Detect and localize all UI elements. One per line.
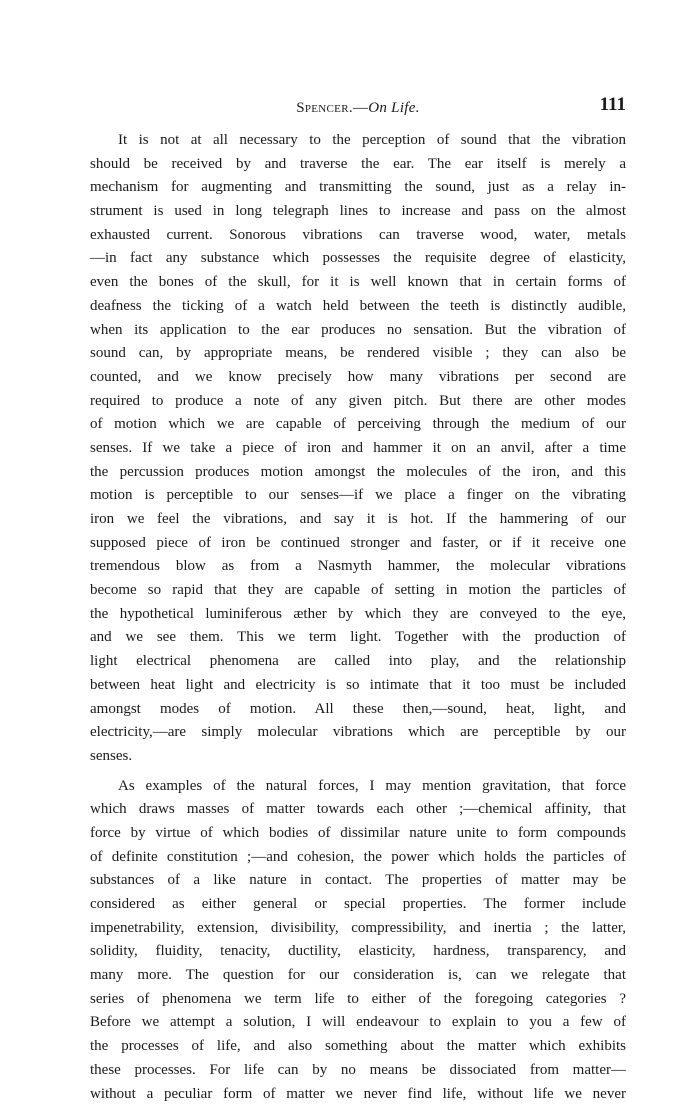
text-line: light electrical phenomena are called into play, and the relationship [90, 650, 626, 674]
text-line: considered as either general or special properties. The former include [90, 893, 626, 917]
text-line: between heat light and electricity is so intimate that it too must be included [90, 674, 626, 698]
text-line: should be received by and traverse the ear. The ear itself is merely a [90, 153, 626, 177]
text-line: mechanism for augmenting and transmitting the sound, just as a relay in- [90, 176, 626, 200]
text-line: the percussion produces motion amongst the molecules of the iron, and this [90, 461, 626, 485]
text-line: the hypothetical luminiferous æther by which they are conveyed to the eye, [90, 603, 626, 627]
text-line: tremendous blow as from a Nasmyth hammer, the molecular vibrations [90, 555, 626, 579]
text-line: supposed piece of iron be continued stronger and faster, or if it receive one [90, 532, 626, 556]
paragraph-1 [90, 129, 626, 769]
text-line: of motion which we are capable of perceiving through the medium of our [90, 413, 626, 437]
text-line: senses. [90, 745, 626, 769]
text-line: the processes of life, and also something about the matter which exhibits [90, 1035, 626, 1059]
running-head-title: On Life. [368, 100, 420, 116]
text-line: Before we attempt a solution, I will endeavour to explain to you a few of [90, 1011, 626, 1035]
text-line: these processes. For life can by no means be dissociated from matter— [90, 1059, 626, 1083]
text-line: substances of a like nature in contact. The properties of matter may be [90, 869, 626, 893]
text-line: amongst modes of motion. All these then,—sound, heat, light, and [90, 698, 626, 722]
text-line: without a peculiar form of matter we never find life, without life we never [90, 1083, 626, 1106]
text-line: force by virtue of which bodies of dissimilar nature unite to form compounds [90, 822, 626, 846]
text-line: strument is used in long telegraph lines to increase and pass on the almost [90, 200, 626, 224]
text-line: It is not at all necessary to the perception of sound that the vibration [90, 129, 626, 153]
text-line: become so rapid that they are capable of setting in motion the particles of [90, 579, 626, 603]
text-line: when its application to the ear produces no sensation. But the vibration of [90, 319, 626, 343]
running-head-author: Spencer [296, 100, 349, 116]
text-line: many more. The question for our consideration is, can we relegate that [90, 964, 626, 988]
body-text [90, 129, 626, 1106]
running-head [90, 100, 626, 117]
text-line: and we see them. This we term light. Together with the production of [90, 626, 626, 650]
text-line: impenetrability, extension, divisibility, compressibility, and inertia ; the latter, [90, 917, 626, 941]
text-line: required to produce a note of any given pitch. But there are other modes [90, 390, 626, 414]
text-line: iron we feel the vibrations, and say it is hot. If the hammering of our [90, 508, 626, 532]
text-line: series of phenomena we term life to either of the foregoing categories ? [90, 988, 626, 1012]
text-line: counted, and we know precisely how many vibrations per second are [90, 366, 626, 390]
text-line: solidity, fluidity, tenacity, ductility, elasticity, hardness, transparency, and [90, 940, 626, 964]
text-line: motion is perceptible to our senses—if we place a finger on the vibrating [90, 484, 626, 508]
text-line: sound can, by appropriate means, be rendered visible ; they can also be [90, 342, 626, 366]
text-line: —in fact any substance which possesses the requisite degree of elasticity, [90, 247, 626, 271]
text-line: As examples of the natural forces, I may mention gravitation, that force [90, 775, 626, 799]
text-line: of definite constitution ;—and cohesion, the power which holds the particles of [90, 846, 626, 870]
text-line: deafness the ticking of a watch held between the teeth is distinctly audible, [90, 295, 626, 319]
paragraph-2 [90, 775, 626, 1106]
text-line: senses. If we take a piece of iron and hammer it on an anvil, after a time [90, 437, 626, 461]
page-header [90, 94, 626, 120]
page-number: 111 [600, 94, 626, 116]
text-line: even the bones of the skull, for it is well known that in certain forms of [90, 271, 626, 295]
text-line: which draws masses of matter towards each other ;—chemical affinity, that [90, 798, 626, 822]
running-head-separator: .— [349, 100, 368, 116]
text-line: exhausted current. Sonorous vibrations can traverse wood, water, metals [90, 224, 626, 248]
text-line: electricity,—are simply molecular vibrations which are perceptible by our [90, 721, 626, 745]
